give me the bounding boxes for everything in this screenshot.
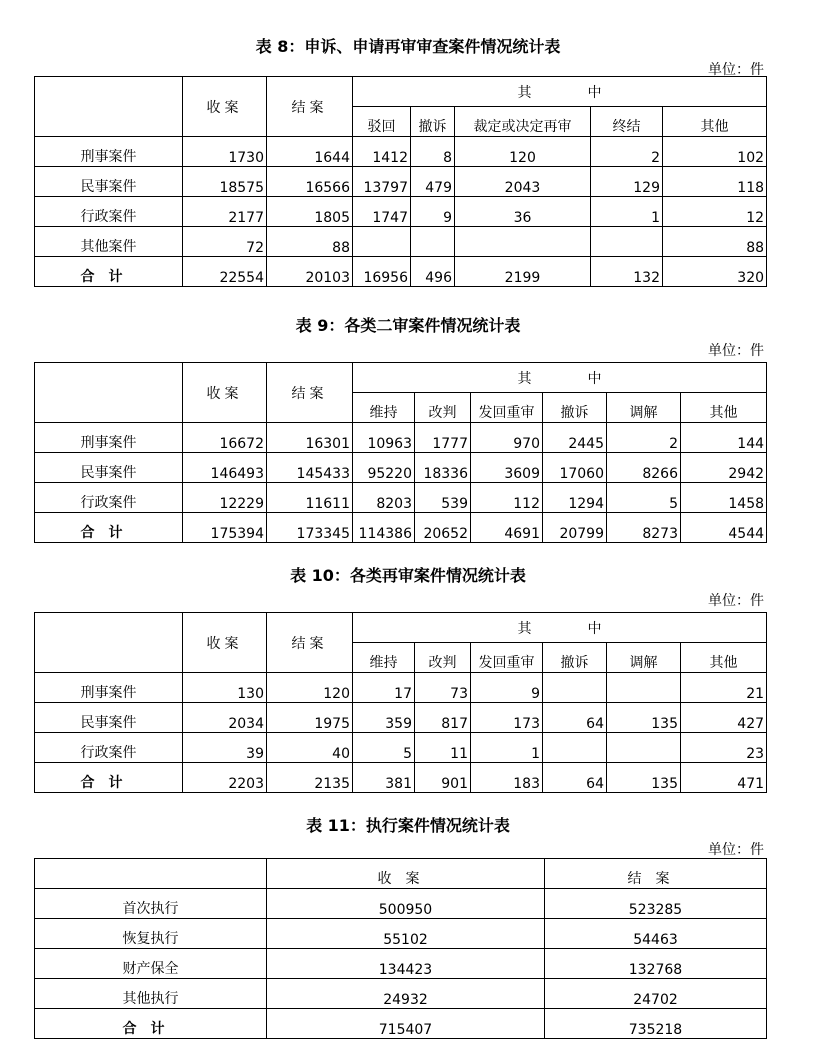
cell-value: 539 <box>415 483 471 513</box>
table10-unit: 单位：件 <box>708 593 764 609</box>
cell-receive: 72 <box>183 227 267 257</box>
total-label: 合计 <box>35 763 183 793</box>
table8-sub-header: 终结 <box>591 107 663 137</box>
cell-receive: 2034 <box>183 703 267 733</box>
cell-close: 1975 <box>267 703 353 733</box>
cell-value: 2 <box>591 137 663 167</box>
table-row <box>35 703 767 733</box>
cell-value: 1294 <box>543 483 607 513</box>
table9-sub-header: 维持 <box>353 393 415 423</box>
row-label: 行政案件 <box>35 733 183 763</box>
table11-unit: 单位：件 <box>708 842 764 858</box>
table8-sub-header: 驳回 <box>353 107 411 137</box>
table-row <box>35 919 767 949</box>
total-label: 合计 <box>35 1009 267 1039</box>
cell-value: 9 <box>411 197 455 227</box>
table8-title: 表 8：申诉、申请再审审查案件情况统计表 <box>255 37 561 56</box>
total-value: 381 <box>353 763 415 793</box>
table11-corner <box>35 859 267 889</box>
table-row <box>35 949 767 979</box>
cell-close: 40 <box>267 733 353 763</box>
row-label: 刑事案件 <box>35 673 183 703</box>
cell-value <box>591 227 663 257</box>
row-label: 行政案件 <box>35 483 183 513</box>
total-value: 320 <box>663 257 767 287</box>
table10-sub-header: 撤诉 <box>543 643 607 673</box>
cell-value: 102 <box>663 137 767 167</box>
row-label: 民事案件 <box>35 167 183 197</box>
table-row <box>35 733 767 763</box>
table-row <box>35 979 767 1009</box>
table9-corner <box>35 363 183 423</box>
table10-header-close: 结案 <box>267 613 353 673</box>
table9-title: 表 9：各类二审案件情况统计表 <box>295 316 521 335</box>
table10-sub-header: 发回重审 <box>471 643 543 673</box>
cell-value <box>607 673 681 703</box>
cell-close: 1805 <box>267 197 353 227</box>
cell-close: 523285 <box>545 889 767 919</box>
total-receive: 2203 <box>183 763 267 793</box>
total-label: 合计 <box>35 513 183 543</box>
table-row <box>35 137 767 167</box>
cell-value: 17 <box>353 673 415 703</box>
total-value: 183 <box>471 763 543 793</box>
table11 <box>34 858 767 1039</box>
cell-value: 479 <box>411 167 455 197</box>
cell-value: 112 <box>471 483 543 513</box>
table8-header-close: 结案 <box>267 77 353 137</box>
cell-close: 54463 <box>545 919 767 949</box>
table11-title: 表 11：执行案件情况统计表 <box>306 816 510 835</box>
cell-value <box>353 227 411 257</box>
cell-value: 88 <box>663 227 767 257</box>
cell-receive: 134423 <box>267 949 545 979</box>
table9-header-close: 结案 <box>267 363 353 423</box>
total-close: 735218 <box>545 1009 767 1039</box>
cell-receive: 130 <box>183 673 267 703</box>
cell-receive: 2177 <box>183 197 267 227</box>
cell-close: 145433 <box>267 453 353 483</box>
table9-sub-header: 其他 <box>681 393 767 423</box>
total-value: 20652 <box>415 513 471 543</box>
total-close: 173345 <box>267 513 353 543</box>
row-label: 刑事案件 <box>35 137 183 167</box>
table-total-row <box>35 763 767 793</box>
cell-value: 3609 <box>471 453 543 483</box>
cell-receive: 24932 <box>267 979 545 1009</box>
row-label: 恢复执行 <box>35 919 267 949</box>
table9-sub-header: 调解 <box>607 393 681 423</box>
table-total-row <box>35 1009 767 1039</box>
cell-value: 173 <box>471 703 543 733</box>
total-value: 4544 <box>681 513 767 543</box>
cell-value: 1 <box>471 733 543 763</box>
table10-sub-header: 调解 <box>607 643 681 673</box>
cell-value: 1747 <box>353 197 411 227</box>
total-receive: 715407 <box>267 1009 545 1039</box>
cell-value <box>543 673 607 703</box>
cell-value <box>543 733 607 763</box>
table9-header-among: 其 中 <box>353 363 767 393</box>
row-label: 民事案件 <box>35 453 183 483</box>
cell-value: 2043 <box>455 167 591 197</box>
table-row <box>35 167 767 197</box>
table10-header-receive: 收案 <box>183 613 267 673</box>
table-row <box>35 673 767 703</box>
table11-header-close: 结案 <box>545 859 767 889</box>
total-label: 合计 <box>35 257 183 287</box>
table9-unit: 单位：件 <box>708 343 764 359</box>
table11-header-receive: 收案 <box>267 859 545 889</box>
cell-close: 120 <box>267 673 353 703</box>
cell-receive: 12229 <box>183 483 267 513</box>
cell-value: 135 <box>607 703 681 733</box>
cell-value: 5 <box>607 483 681 513</box>
table8-corner <box>35 77 183 137</box>
total-close: 20103 <box>267 257 353 287</box>
total-value: 114386 <box>353 513 415 543</box>
cell-value: 23 <box>681 733 767 763</box>
cell-value: 129 <box>591 167 663 197</box>
table10-sub-header: 改判 <box>415 643 471 673</box>
cell-value: 427 <box>681 703 767 733</box>
total-receive: 175394 <box>183 513 267 543</box>
cell-close: 11611 <box>267 483 353 513</box>
cell-close: 24702 <box>545 979 767 1009</box>
cell-receive: 1730 <box>183 137 267 167</box>
row-label: 其他案件 <box>35 227 183 257</box>
cell-value: 73 <box>415 673 471 703</box>
row-label: 刑事案件 <box>35 423 183 453</box>
table-row <box>35 197 767 227</box>
row-label: 民事案件 <box>35 703 183 733</box>
table8-sub-header: 裁定或决定再审 <box>455 107 591 137</box>
total-close: 2135 <box>267 763 353 793</box>
cell-value: 12 <box>663 197 767 227</box>
table-total-row <box>35 257 767 287</box>
table9-header-receive: 收案 <box>183 363 267 423</box>
table10 <box>34 612 767 793</box>
cell-value: 817 <box>415 703 471 733</box>
cell-value: 1458 <box>681 483 767 513</box>
cell-receive: 18575 <box>183 167 267 197</box>
cell-receive: 146493 <box>183 453 267 483</box>
table10-sub-header: 维持 <box>353 643 415 673</box>
total-value: 64 <box>543 763 607 793</box>
row-label: 其他执行 <box>35 979 267 1009</box>
total-value: 8273 <box>607 513 681 543</box>
table8-sub-header: 其他 <box>663 107 767 137</box>
cell-value: 5 <box>353 733 415 763</box>
total-value: 16956 <box>353 257 411 287</box>
table10-header-among: 其 中 <box>353 613 767 643</box>
cell-value <box>607 733 681 763</box>
cell-value: 1 <box>591 197 663 227</box>
cell-value <box>411 227 455 257</box>
table-row <box>35 423 767 453</box>
cell-close: 16566 <box>267 167 353 197</box>
table8 <box>34 76 767 287</box>
cell-receive: 16672 <box>183 423 267 453</box>
cell-value: 21 <box>681 673 767 703</box>
total-receive: 22554 <box>183 257 267 287</box>
cell-receive: 55102 <box>267 919 545 949</box>
total-value: 20799 <box>543 513 607 543</box>
cell-close: 16301 <box>267 423 353 453</box>
cell-value: 11 <box>415 733 471 763</box>
cell-value: 17060 <box>543 453 607 483</box>
cell-value: 120 <box>455 137 591 167</box>
cell-value: 1412 <box>353 137 411 167</box>
cell-close: 132768 <box>545 949 767 979</box>
cell-value: 64 <box>543 703 607 733</box>
table-total-row <box>35 513 767 543</box>
table8-header-among: 其 中 <box>353 77 767 107</box>
row-label: 财产保全 <box>35 949 267 979</box>
total-value: 2199 <box>455 257 591 287</box>
row-label: 行政案件 <box>35 197 183 227</box>
cell-value: 359 <box>353 703 415 733</box>
cell-value: 8 <box>411 137 455 167</box>
total-value: 135 <box>607 763 681 793</box>
table-row <box>35 227 767 257</box>
cell-value: 18336 <box>415 453 471 483</box>
total-value: 496 <box>411 257 455 287</box>
cell-value: 1777 <box>415 423 471 453</box>
cell-value: 8266 <box>607 453 681 483</box>
table-row <box>35 453 767 483</box>
cell-value: 36 <box>455 197 591 227</box>
total-value: 471 <box>681 763 767 793</box>
table-row <box>35 483 767 513</box>
table9-sub-header: 发回重审 <box>471 393 543 423</box>
cell-value: 970 <box>471 423 543 453</box>
cell-value: 95220 <box>353 453 415 483</box>
cell-value: 8203 <box>353 483 415 513</box>
total-value: 132 <box>591 257 663 287</box>
table10-corner <box>35 613 183 673</box>
cell-value: 10963 <box>353 423 415 453</box>
total-value: 901 <box>415 763 471 793</box>
row-label: 首次执行 <box>35 889 267 919</box>
table8-sub-header: 撤诉 <box>411 107 455 137</box>
table9 <box>34 362 767 543</box>
table10-sub-header: 其他 <box>681 643 767 673</box>
table10-title: 表 10：各类再审案件情况统计表 <box>290 566 526 585</box>
cell-receive: 39 <box>183 733 267 763</box>
table-row <box>35 889 767 919</box>
table8-header-receive: 收案 <box>183 77 267 137</box>
cell-value: 9 <box>471 673 543 703</box>
table9-sub-header: 撤诉 <box>543 393 607 423</box>
table9-sub-header: 改判 <box>415 393 471 423</box>
cell-close: 1644 <box>267 137 353 167</box>
cell-value <box>455 227 591 257</box>
cell-close: 88 <box>267 227 353 257</box>
cell-value: 2445 <box>543 423 607 453</box>
cell-value: 2 <box>607 423 681 453</box>
total-value: 4691 <box>471 513 543 543</box>
cell-value: 118 <box>663 167 767 197</box>
table8-unit: 单位：件 <box>708 62 764 78</box>
cell-value: 13797 <box>353 167 411 197</box>
cell-value: 2942 <box>681 453 767 483</box>
cell-receive: 500950 <box>267 889 545 919</box>
cell-value: 144 <box>681 423 767 453</box>
